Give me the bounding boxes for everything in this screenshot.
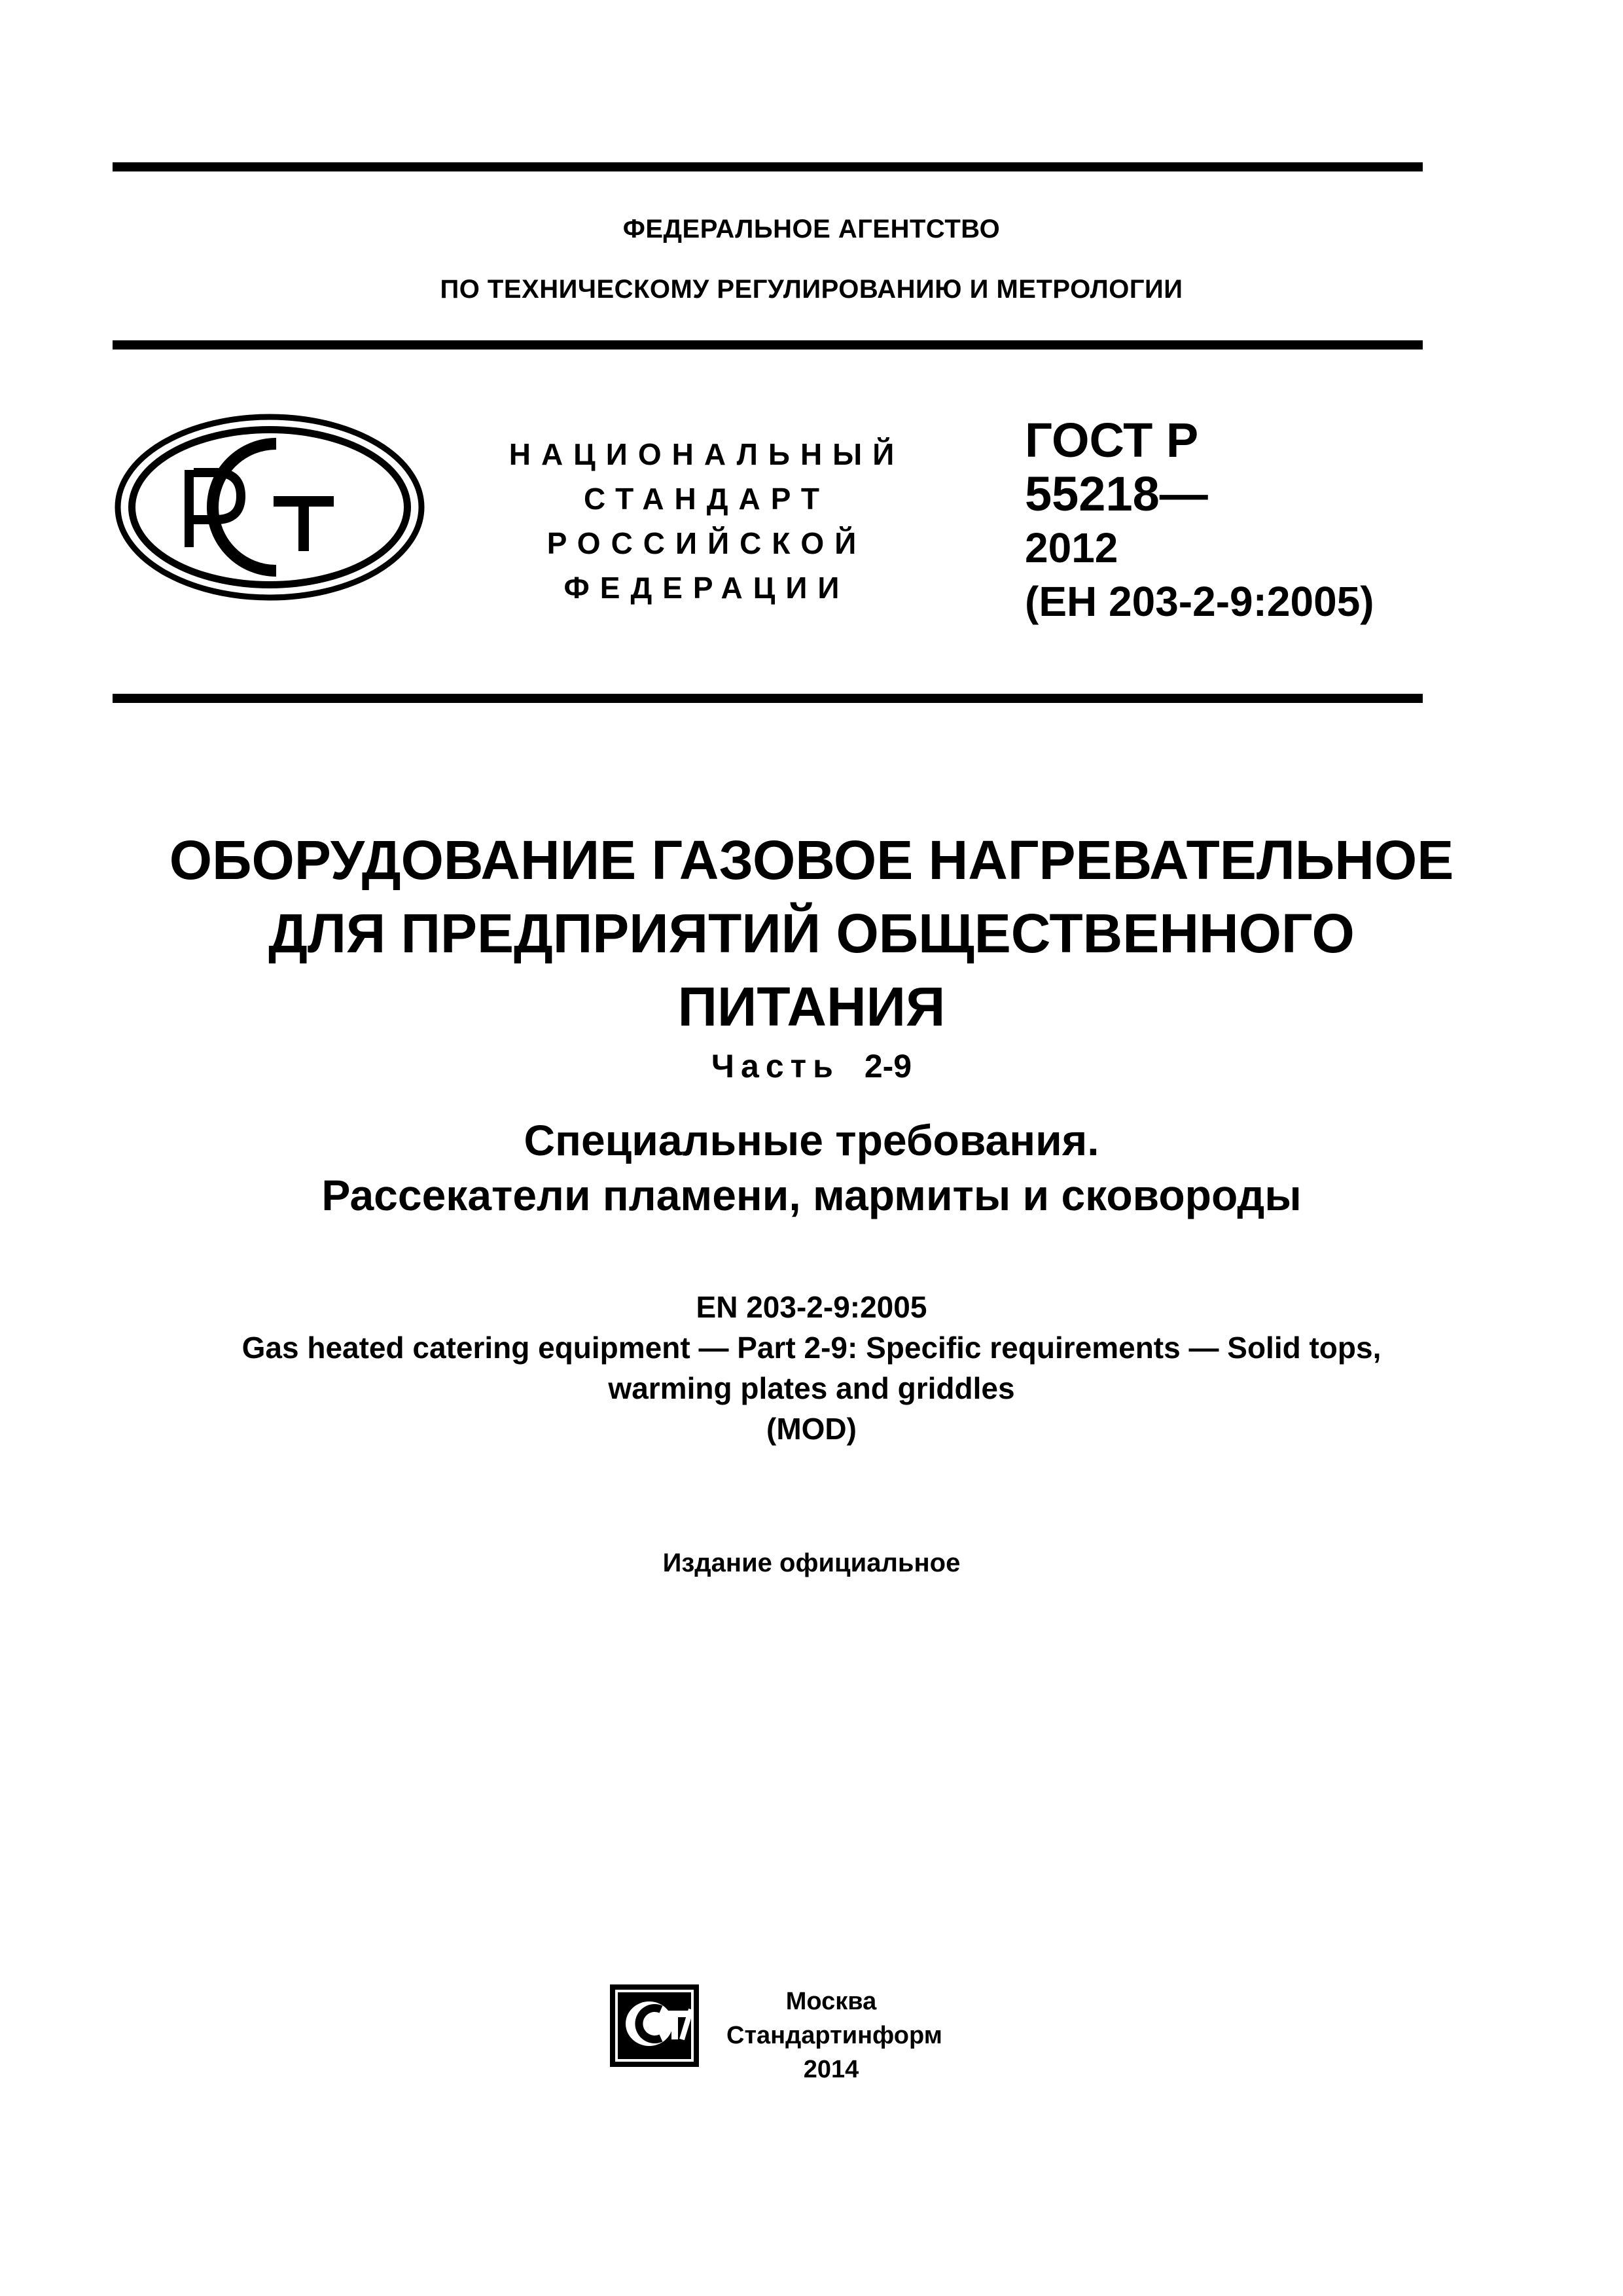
en-title-line-1: Gas heated catering equipment — Part 2-9: Specific requirements — Solid tops, — [241, 1331, 1382, 1365]
agency-line-1: ФЕДЕРАЛЬНОЕ АГЕНТСТВО — [622, 215, 1001, 243]
title-line-3: ПИТАНИЯ — [677, 976, 946, 1037]
publisher-city: Москва — [785, 1988, 877, 2015]
standard-designation — [1025, 414, 1374, 628]
subtitle-line-2: Рассекатели пламени, мармиты и сковороды — [321, 1171, 1302, 1219]
publisher-name: Стандартинформ — [726, 2022, 942, 2049]
part-word: Часть — [711, 1048, 840, 1085]
designation-line-1: ГОСТ Р — [1025, 413, 1199, 467]
title-line-1: ОБОРУДОВАНИЕ ГАЗОВОЕ НАГРЕВАТЕЛЬНОЕ — [169, 829, 1454, 891]
subtitle-line-1: Специальные требования. — [524, 1116, 1099, 1164]
designation-bottom-rule — [113, 694, 1423, 703]
part-label — [0, 1047, 1623, 1085]
designation-line-4: (ЕН 203-2-9:2005) — [1025, 578, 1374, 625]
edition-label: Издание официальное — [662, 1549, 961, 1577]
english-reference — [0, 1287, 1623, 1449]
rst-emblem-icon — [113, 412, 427, 602]
publisher-block — [726, 1984, 942, 2087]
publisher-year: 2014 — [803, 2056, 859, 2083]
national-standard-line-1: НАЦИОНАЛЬНЫЙ — [508, 437, 905, 471]
top-rule — [113, 162, 1423, 171]
agency-line-2: ПО ТЕХНИЧЕСКОМУ РЕГУЛИРОВАНИЮ И МЕТРОЛОГИИ — [440, 275, 1183, 304]
en-code: EN 203-2-9:2005 — [696, 1290, 927, 1324]
designation-line-3: 2012 — [1025, 524, 1118, 571]
national-standard-line-3: РОССИЙСКОЙ — [546, 526, 867, 560]
en-title-line-2: warming plates and griddles — [608, 1371, 1015, 1405]
part-number: 2-9 — [864, 1048, 912, 1085]
designation-line-2: 55218— — [1025, 467, 1208, 521]
title-line-2: ДЛЯ ПРЕДПРИЯТИЙ ОБЩЕСТВЕННОГО — [268, 903, 1355, 964]
header-bottom-rule — [113, 340, 1423, 350]
national-standard-line-4: ФЕДЕРАЦИИ — [563, 571, 850, 605]
national-standard-label — [458, 432, 955, 610]
document-subtitle — [0, 1113, 1623, 1223]
en-mod: (MOD) — [766, 1412, 857, 1446]
national-standard-line-2: СТАНДАРТ — [584, 482, 830, 516]
document-title — [0, 823, 1623, 1043]
standartinform-logo-icon — [609, 1983, 707, 2068]
